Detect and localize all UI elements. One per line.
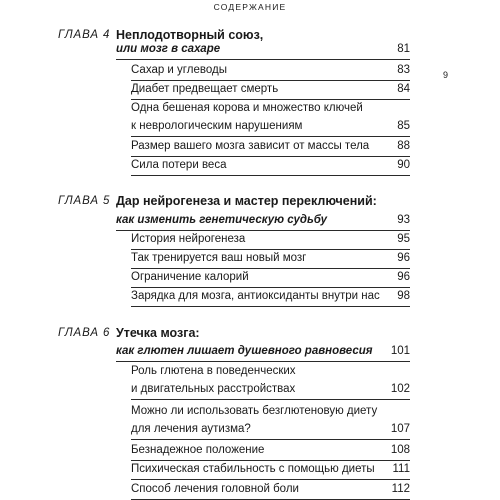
page-ref: 83 (397, 64, 410, 76)
page-ref: 88 (397, 140, 410, 152)
chapter-title: Неплодотворный союз, (116, 28, 264, 42)
running-head: СОДЕРЖАНИЕ (213, 2, 287, 12)
chapter-label: ГЛАВА 5 (58, 195, 111, 207)
page-ref: 107 (390, 423, 410, 435)
toc-entry-text: Ограничение калорий (131, 271, 249, 283)
page-ref: 111 (392, 463, 410, 475)
toc-entry-text: Размер вашего мозга зависит от массы тела (131, 140, 370, 152)
toc-entry-text-line1: Роль глютена в поведенческих (131, 365, 296, 377)
page-ref: 98 (397, 290, 410, 302)
page-ref: 96 (397, 252, 410, 264)
toc-entry-text: Сахар и углеводы (131, 64, 227, 76)
toc-entry[interactable] (131, 268, 410, 288)
toc-entry[interactable] (131, 230, 410, 250)
page-ref: 84 (397, 83, 410, 95)
chapter-subtitle-entry[interactable] (116, 342, 410, 362)
toc-entry-text: Зарядка для мозга, антиоксиданты внутри нас (131, 290, 380, 302)
toc-entry[interactable] (131, 287, 410, 307)
toc-entry-text: Так тренируется ваш новый мозг (131, 252, 307, 264)
page-ref: 101 (390, 345, 410, 357)
page-ref: 108 (390, 444, 410, 456)
toc-entry[interactable] (131, 249, 410, 269)
chapter-title: Дар нейрогенеза и мастер переключений: (116, 194, 377, 208)
toc-entry-text: Безнадежное положение (131, 444, 265, 456)
chapter-label: ГЛАВА 4 (58, 29, 111, 41)
chapter-label: ГЛАВА 6 (58, 327, 111, 339)
chapter-subtitle: как изменить генетическую судьбу (116, 214, 328, 226)
page-number: 9 (443, 70, 449, 80)
toc-entry-text: для лечения аутизма? (131, 423, 251, 435)
toc-entry[interactable] (131, 61, 410, 81)
chapter-subtitle-entry[interactable] (116, 211, 410, 231)
toc-entry[interactable] (131, 117, 410, 137)
toc-entry-text: Психическая стабильность с помощью диеты (131, 463, 375, 475)
toc-entry[interactable] (131, 137, 410, 157)
chapter-title: Утечка мозга: (116, 326, 200, 340)
toc-entry-text: Диабет предвещает смерть (131, 83, 279, 95)
toc-entry[interactable] (131, 420, 410, 440)
toc-entry[interactable] (131, 80, 410, 100)
page-ref: 95 (397, 233, 410, 245)
toc-entry[interactable] (131, 460, 410, 480)
toc-entry-text: и двигательных расстройствах (131, 383, 296, 395)
toc-entry[interactable] (131, 156, 410, 176)
toc-entry[interactable] (131, 480, 410, 500)
toc-entry[interactable] (131, 441, 410, 461)
page-ref: 90 (397, 159, 410, 171)
chapter-subtitle-entry[interactable] (116, 40, 410, 60)
toc-entry-text-line1: Можно ли использовать безглютеновую диету (131, 405, 378, 417)
page-ref: 112 (391, 483, 410, 495)
page-ref: 93 (397, 214, 410, 226)
chapter-subtitle: как глютен лишает душевного равновесия (116, 345, 373, 357)
page-ref: 102 (390, 383, 410, 395)
toc-entry-text: Способ лечения головной боли (131, 483, 299, 495)
page-ref: 81 (397, 43, 410, 55)
toc-entry-text: История нейрогенеза (131, 233, 246, 245)
toc-entry-text: Сила потери веса (131, 159, 227, 171)
toc-entry-text: к неврологическим нарушениям (131, 120, 303, 132)
page-ref: 96 (397, 271, 410, 283)
toc-entry-text-line1: Одна бешеная корова и множество ключей (131, 102, 363, 114)
chapter-subtitle: или мозг в сахаре (116, 43, 221, 55)
toc-entry[interactable] (131, 380, 410, 400)
page-ref: 85 (397, 120, 410, 132)
